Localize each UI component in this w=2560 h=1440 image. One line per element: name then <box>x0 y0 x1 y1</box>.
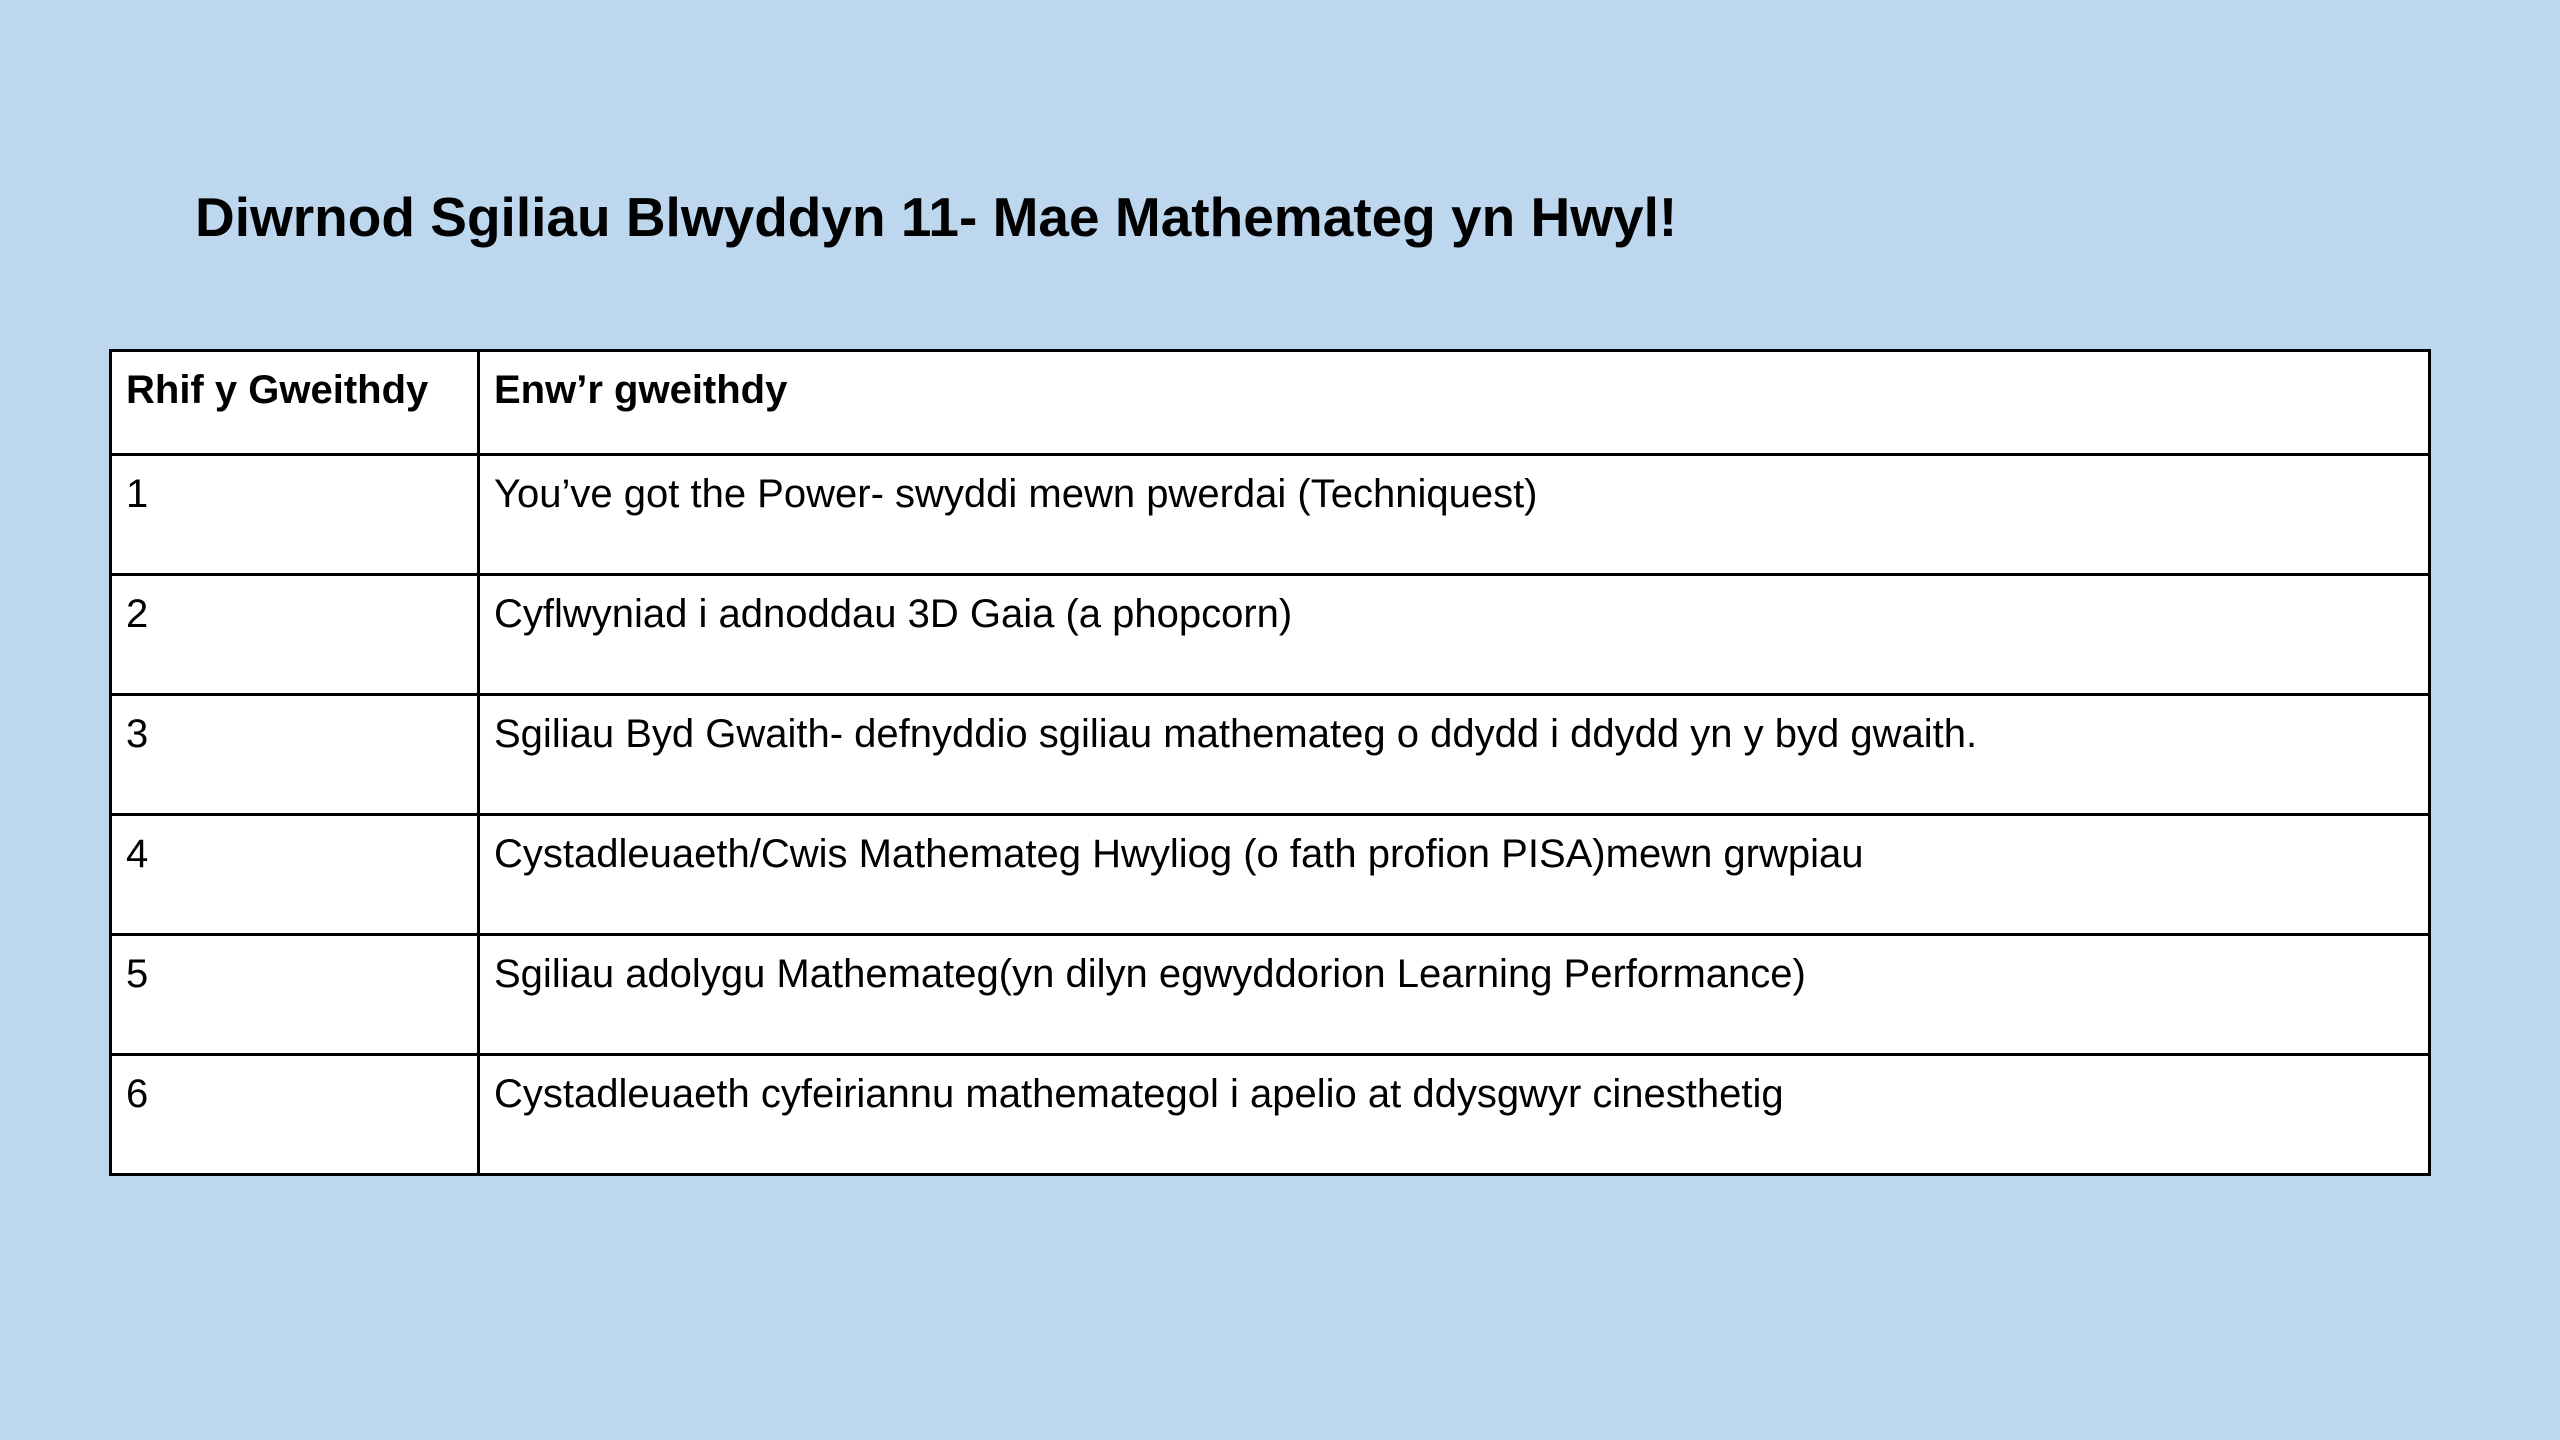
workshop-name: Cystadleuaeth cyfeiriannu mathemategol i apelio at ddysgwyr cinesthetig <box>479 1055 2430 1175</box>
workshop-table <box>109 349 2431 1176</box>
table-row <box>111 1055 2430 1175</box>
table-row <box>111 815 2430 935</box>
table-row <box>111 455 2430 575</box>
workshop-number: 5 <box>111 935 479 1055</box>
table-row <box>111 575 2430 695</box>
workshop-number: 6 <box>111 1055 479 1175</box>
workshop-name: Cystadleuaeth/Cwis Mathemateg Hwyliog (o fath profion PISA)mewn grwpiau <box>479 815 2430 935</box>
table-header-row <box>111 351 2430 455</box>
slide-title: Diwrnod Sgiliau Blwyddyn 11- Mae Mathemateg yn Hwyl! <box>195 186 1678 248</box>
workshop-name: You’ve got the Power- swyddi mewn pwerdai (Techniquest) <box>479 455 2430 575</box>
table-row <box>111 695 2430 815</box>
header-workshop-name: Enw’r gweithdy <box>479 351 2430 455</box>
workshop-number: 1 <box>111 455 479 575</box>
workshop-number: 4 <box>111 815 479 935</box>
workshop-number: 2 <box>111 575 479 695</box>
workshop-name: Sgiliau adolygu Mathemateg(yn dilyn egwyddorion Learning Performance) <box>479 935 2430 1055</box>
workshop-name: Sgiliau Byd Gwaith- defnyddio sgiliau mathemateg o ddydd i ddydd yn y byd gwaith. <box>479 695 2430 815</box>
header-workshop-number: Rhif y Gweithdy <box>111 351 479 455</box>
workshop-number: 3 <box>111 695 479 815</box>
table-row <box>111 935 2430 1055</box>
workshop-name: Cyflwyniad i adnoddau 3D Gaia (a phopcorn) <box>479 575 2430 695</box>
